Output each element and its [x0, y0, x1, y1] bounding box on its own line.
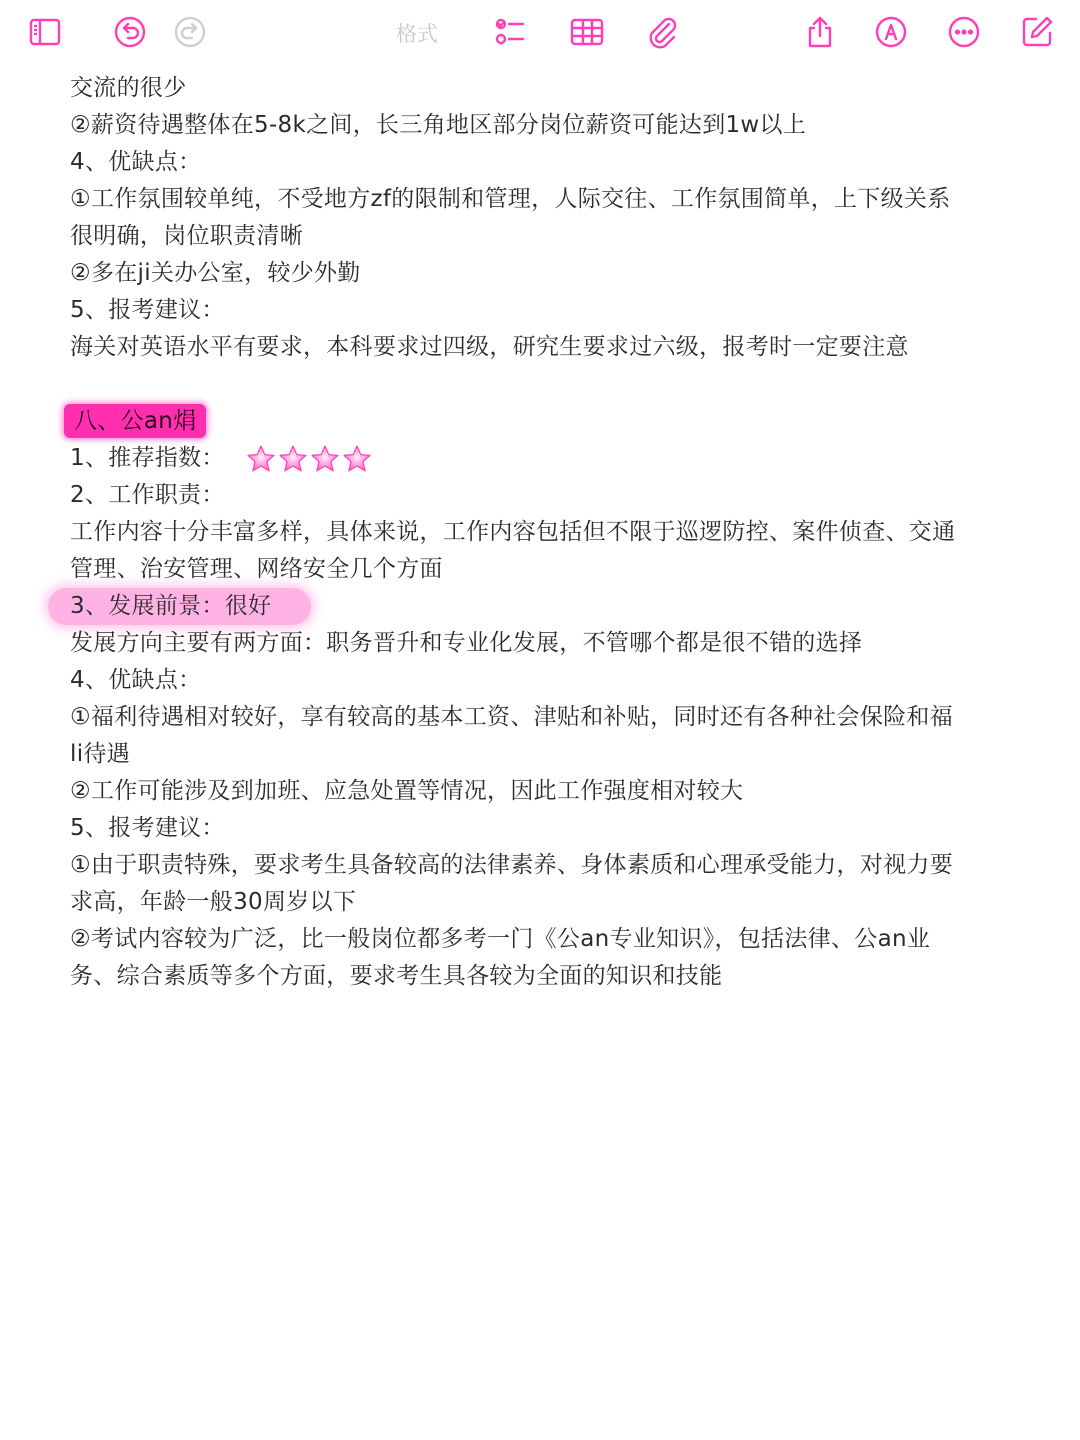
compose-icon[interactable]	[1017, 12, 1057, 52]
prospect-highlight: 3、发展前景：很好	[48, 588, 311, 625]
text-line: 务、综合素质等多个方面，要求考生具各较为全面的知识和技能	[70, 963, 723, 989]
sidebar-icon[interactable]	[25, 12, 65, 52]
blank-line	[70, 366, 1010, 403]
note-toolbar	[0, 0, 1080, 66]
text-line: 求高，年龄一般30周岁以下	[70, 889, 357, 915]
section-heading: 八、公an焆	[64, 404, 206, 438]
text-line: ①由于职责特殊，要求考生具备较高的法律素养、身体素质和心理承受能力，对视力要	[70, 852, 954, 878]
text-line: 4、优缺点：	[70, 149, 202, 175]
text-line: ②考试内容较为广泛，比一般岗位都多考一门《公an专业知识》，包括法律、公an业	[70, 926, 931, 952]
text-line: ②工作可能涉及到加班、应急处置等情况，因此工作强度相对较大	[70, 778, 744, 804]
text-line: 海关对英语水平有要求，本科要求过四级，研究生要求过六级，报考时一定要注意	[70, 334, 909, 360]
prospect-line	[70, 588, 1010, 625]
text-line: 很明确，岗位职责清晰	[70, 223, 303, 249]
text-line: 工作内容十分丰富多样，具体来说，工作内容包括但不限于巡逻防控、案件侦查、交通	[70, 519, 956, 545]
checklist-icon[interactable]	[489, 12, 529, 52]
text-line: 5、报考建议：	[70, 815, 225, 841]
format-button[interactable]: 格式	[396, 22, 438, 46]
star-icon	[342, 444, 372, 474]
text-line: 2、工作职责：	[70, 482, 225, 508]
recommend-line	[70, 440, 1010, 477]
text-line: 4、优缺点：	[70, 667, 202, 693]
share-icon[interactable]	[800, 12, 840, 52]
text-line: 交流的很少	[70, 75, 187, 101]
star-icon	[246, 444, 276, 474]
section-heading-line	[70, 403, 1010, 440]
star-icon	[310, 444, 340, 474]
text-line: 管理、治安管理、网络安全几个方面	[70, 556, 443, 582]
redo-icon[interactable]	[170, 12, 210, 52]
recommend-label: 1、推荐指数：	[70, 445, 225, 471]
undo-icon[interactable]	[110, 12, 150, 52]
text-line: ①福利待遇相对较好，享有较高的基本工资、津贴和补贴，同时还有各种社会保险和福	[70, 704, 954, 730]
rating-stars	[246, 444, 372, 474]
text-line: 发展方向主要有两方面：职务晋升和专业化发展，不管哪个都是很不错的选择	[70, 630, 863, 656]
text-line: li待遇	[70, 741, 130, 767]
note-body[interactable]	[70, 70, 1010, 995]
attachment-icon[interactable]	[642, 12, 682, 52]
table-icon[interactable]	[567, 12, 607, 52]
markup-icon[interactable]	[871, 12, 911, 52]
text-line: ①工作氛围较单纯，不受地方zf的限制和管理，人际交往、工作氛围简单，上下级关系	[70, 186, 951, 212]
star-icon	[278, 444, 308, 474]
text-line: ②薪资待遇整体在5-8k之间，长三角地区部分岗位薪资可能达到1w以上	[70, 112, 807, 138]
more-icon[interactable]	[944, 12, 984, 52]
text-line: ②多在ji关办公室，较少外勤	[70, 260, 361, 286]
text-line: 5、报考建议：	[70, 297, 225, 323]
